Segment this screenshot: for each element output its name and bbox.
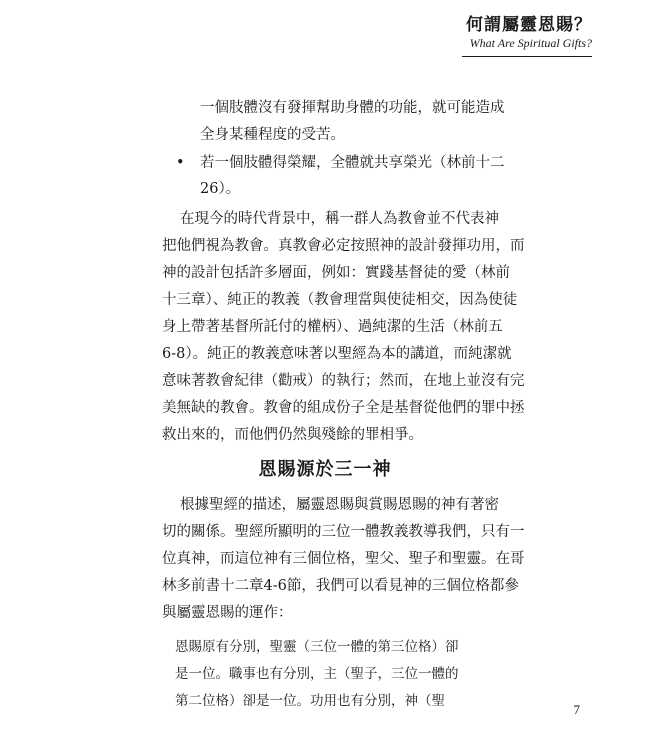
paragraph-line: 位真神，而這位神有三個位格，聖父、聖子和聖靈。在哥 [162,551,525,567]
page-number: 7 [573,702,580,717]
paragraph-line: 身上帶著基督所託付的權柄）、過純潔的生活（林前五 [162,319,503,335]
paragraph-line: 美無缺的教會。教會的組成份子全是基督從他們的罪中拯 [162,400,525,416]
paragraph-line: 把他們視為教會。真教會必定按照神的設計發揮功用，而 [162,238,525,254]
paragraph-line: 6-8）。純正的教義意味著以聖經為本的講道，而純潔就 [162,346,512,362]
bullet-item-line: 26）。 [200,181,241,197]
body-line: 一個肢體沒有發揮幫助身體的功能，就可能造成 [200,100,505,116]
section-heading: 恩賜源於三一神 [258,459,392,480]
bullet-marker: • [176,155,185,171]
paragraph-line: 在現今的時代背景中，稱一群人為教會並不代表神 [180,211,499,227]
bullet-item-line: 若一個肢體得榮耀，全體就共享榮光（林前十二 [200,155,505,171]
body-line: 全身某種程度的受苦。 [200,127,345,143]
paragraph-line: 林多前書十二章4-6節，我們可以看見神的三個位格都參 [162,578,519,594]
running-header [466,14,592,50]
paragraph-line: 意味著教會紀律（勸戒）的執行；然而，在地上並沒有完 [162,373,525,389]
paragraph-line: 十三章）、純正的教義（教會理當與使徒相交，因為使徒 [162,292,518,308]
paragraph-line: 與屬靈恩賜的運作： [162,605,293,621]
paragraph-line: 救出來的，而他們仍然與殘餘的罪相爭。 [162,427,423,443]
header-divider [462,56,592,57]
running-header-title-chinese: 何謂屬靈恩賜？ [466,15,592,35]
paragraph-line: 根據聖經的描述，屬靈恩賜與賞賜恩賜的神有著密 [180,497,499,513]
scripture-quote-line: 是一位。職事也有分別，主（聖子，三位一體的 [175,666,459,682]
running-header-title-english: What Are Spiritual Gifts? [469,36,592,50]
scripture-quote-line: 第二位格）卻是一位。功用也有分別，神（聖 [175,693,445,709]
paragraph-line: 神的設計包括許多層面，例如：實踐基督徒的愛（林前 [162,265,510,281]
paragraph-line: 切的關係。聖經所顯明的三位一體教義教導我們，只有一 [162,524,525,540]
scripture-quote-line: 恩賜原有分別，聖靈（三位一體的第三位格）卻 [175,639,459,655]
